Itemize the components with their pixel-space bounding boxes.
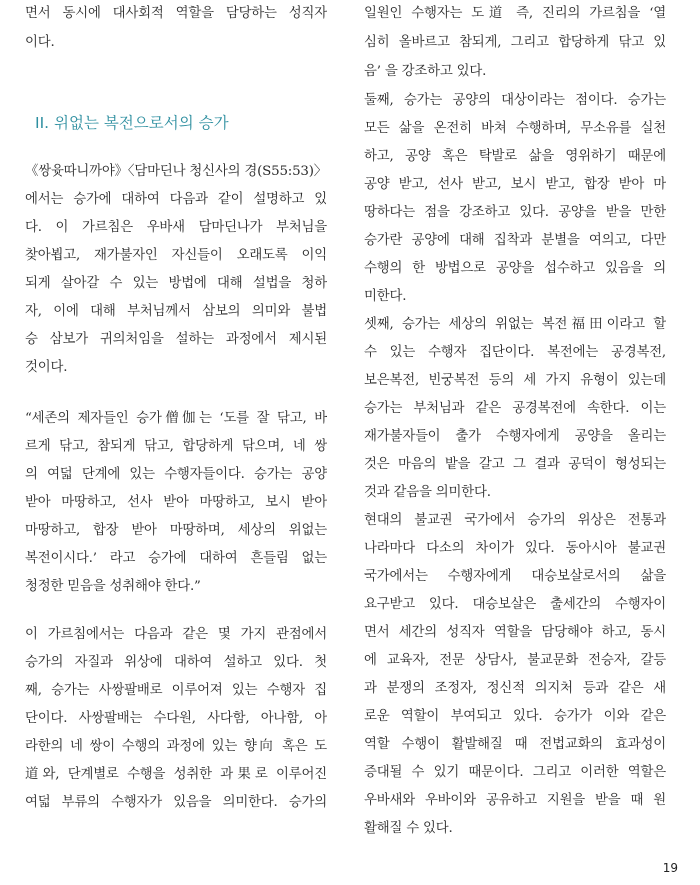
text-line: 요구받고 있다. 대승보살은 출세간의 수행자이 <box>364 597 666 612</box>
text-line: 여덟 부류의 수행자가 있음을 의미한다. 승가의 <box>25 795 327 810</box>
text-line: 것이다. <box>25 360 68 375</box>
text-line: 승가는 부처님과 같은 공경복전에 속한다. 이는 <box>364 401 666 416</box>
text-line: 의 여덟 단계에 있는 수행자들이다. 승가는 공양 <box>25 467 327 482</box>
text-line: 보은복전, 빈궁복전 등의 세 가지 유형이 있는데 <box>364 373 666 388</box>
text-line: 째, 승가는 사쌍팔배로 이루어져 있는 수행자 집 <box>25 683 327 698</box>
text-line: 하고, 공양 혹은 탁발로 삶을 영위하기 때문에 <box>364 149 666 164</box>
text-line: 승가의 자질과 위상에 대하여 설하고 있다. 첫 <box>25 655 327 670</box>
text-line: 이 가르침에서는 다음과 같은 몇 가지 관점에서 <box>25 627 327 642</box>
text-line: 되게 살아갈 수 있는 방법에 대해 설법을 청하 <box>25 276 327 291</box>
text-line: 셋째, 승가는 세상의 위없는 복전福田이라고 할 <box>364 317 666 332</box>
text-line: 공양 받고, 선사 받고, 보시 받고, 합장 받아 마 <box>364 177 666 192</box>
text-line: 면서 동시에 대사회적 역할을 담당하는 성직자 <box>25 6 327 21</box>
text-line: 우바새와 우바이와 공유하고 지원을 받을 때 원 <box>364 793 666 808</box>
page-number: 19 <box>662 861 678 875</box>
text-line: 청정한 믿음을 성취해야 한다.” <box>25 579 201 594</box>
text-line: 과 분쟁의 조정자, 정신적 의지처 등과 같은 새 <box>364 681 666 696</box>
text-line: 자, 이에 대해 부처님께서 삼보의 의미와 불법 <box>25 304 327 319</box>
text-line: 수 있는 수행자 집단이다. 복전에는 공경복전, <box>364 345 666 360</box>
text-line: 나라마다 다소의 차이가 있다. 동아시아 불교권 <box>364 541 666 556</box>
text-line: 것은 마음의 밭을 갈고 그 결과 공덕이 형성되는 <box>364 457 666 472</box>
text-line: 단이다. 사쌍팔배는 수다원, 사다함, 아나함, 아 <box>25 711 327 726</box>
text-line: 《쌍윳따니까야》〈담마딘나 청신사의 경(S55:53)〉 <box>25 164 327 179</box>
text-line: 역할 수행이 활발해질 때 전법교화의 효과성이 <box>364 737 666 752</box>
text-line: 미한다. <box>364 289 407 304</box>
text-line: 에서는 승가에 대하여 다음과 같이 설명하고 있 <box>25 192 327 207</box>
text-line: 국가에서는 수행자에게 대승보살로서의 삶을 <box>364 569 666 584</box>
text-line: 활해질 수 있다. <box>364 821 453 836</box>
text-line: 찾아뵙고, 재가불자인 자신들이 오래도록 이익 <box>25 248 327 263</box>
text-line: 승가란 공양에 대해 집착과 분별을 여의고, 다만 <box>364 233 666 248</box>
text-line: 것과 같음을 의미한다. <box>364 485 491 500</box>
section-heading: II. 위없는 복전으로서의 승가 <box>35 114 229 132</box>
text-line: 다. 이 가르침은 우바새 담마딘나가 부처님을 <box>25 220 327 235</box>
text-line: 면서 세간의 성직자 역할을 담당해야 하고, 동시 <box>364 625 666 640</box>
text-line: 승 삼보가 귀의처임을 설하는 과정에서 제시된 <box>25 332 327 347</box>
text-line: 라한의 네 쌍이 수행의 과정에 있는 향向 혹은 도 <box>25 739 327 754</box>
text-line: 에 교육자, 전문 상담사, 불교문화 전승자, 갈등 <box>364 653 666 668</box>
text-line: 증대될 수 있기 때문이다. 그리고 이러한 역할은 <box>364 765 666 780</box>
text-line: 모든 삶을 온전히 바쳐 수행하며, 무소유를 실천 <box>364 121 666 136</box>
text-line: 받아 마땅하고, 선사 받아 마땅하고, 보시 받아 <box>25 495 327 510</box>
text-line: 심히 올바르고 참되게, 그리고 합당하게 닦고 있 <box>364 35 666 50</box>
text-line: 둘째, 승가는 공양의 대상이라는 점이다. 승가는 <box>364 93 666 108</box>
text-line: 마땅하고, 합장 받아 마땅하며, 세상의 위없는 <box>25 523 327 538</box>
text-line: 로운 역할이 부여되고 있다. 승가가 이와 같은 <box>364 709 666 724</box>
text-line: 현대의 불교권 국가에서 승가의 위상은 전통과 <box>364 513 666 528</box>
text-line: 음’ 을 강조하고 있다. <box>364 64 487 79</box>
text-line: 道와, 단계별로 수행을 성취한 과果로 이루어진 <box>25 767 327 782</box>
text-line: 수행의 한 방법으로 공양을 섭수하고 있음을 의 <box>364 261 666 276</box>
text-line: “세존의 제자들인 승가僧伽는 ‘도를 잘 닦고, 바 <box>25 411 327 426</box>
text-line: 땅하다는 점을 강조하고 있다. 공양을 받을 만한 <box>364 205 666 220</box>
text-line: 재가불자들이 출가 수행자에게 공양을 올리는 <box>364 429 666 444</box>
text-line: 르게 닦고, 참되게 닦고, 합당하게 닦으며, 네 쌍 <box>25 439 327 454</box>
text-line: 일원인 수행자는 도道 즉, 진리의 가르침을 ‘열 <box>364 6 666 21</box>
text-line: 이다. <box>25 35 55 50</box>
text-line: 복전이시다.’ 라고 승가에 대하여 흔들림 없는 <box>25 551 327 566</box>
